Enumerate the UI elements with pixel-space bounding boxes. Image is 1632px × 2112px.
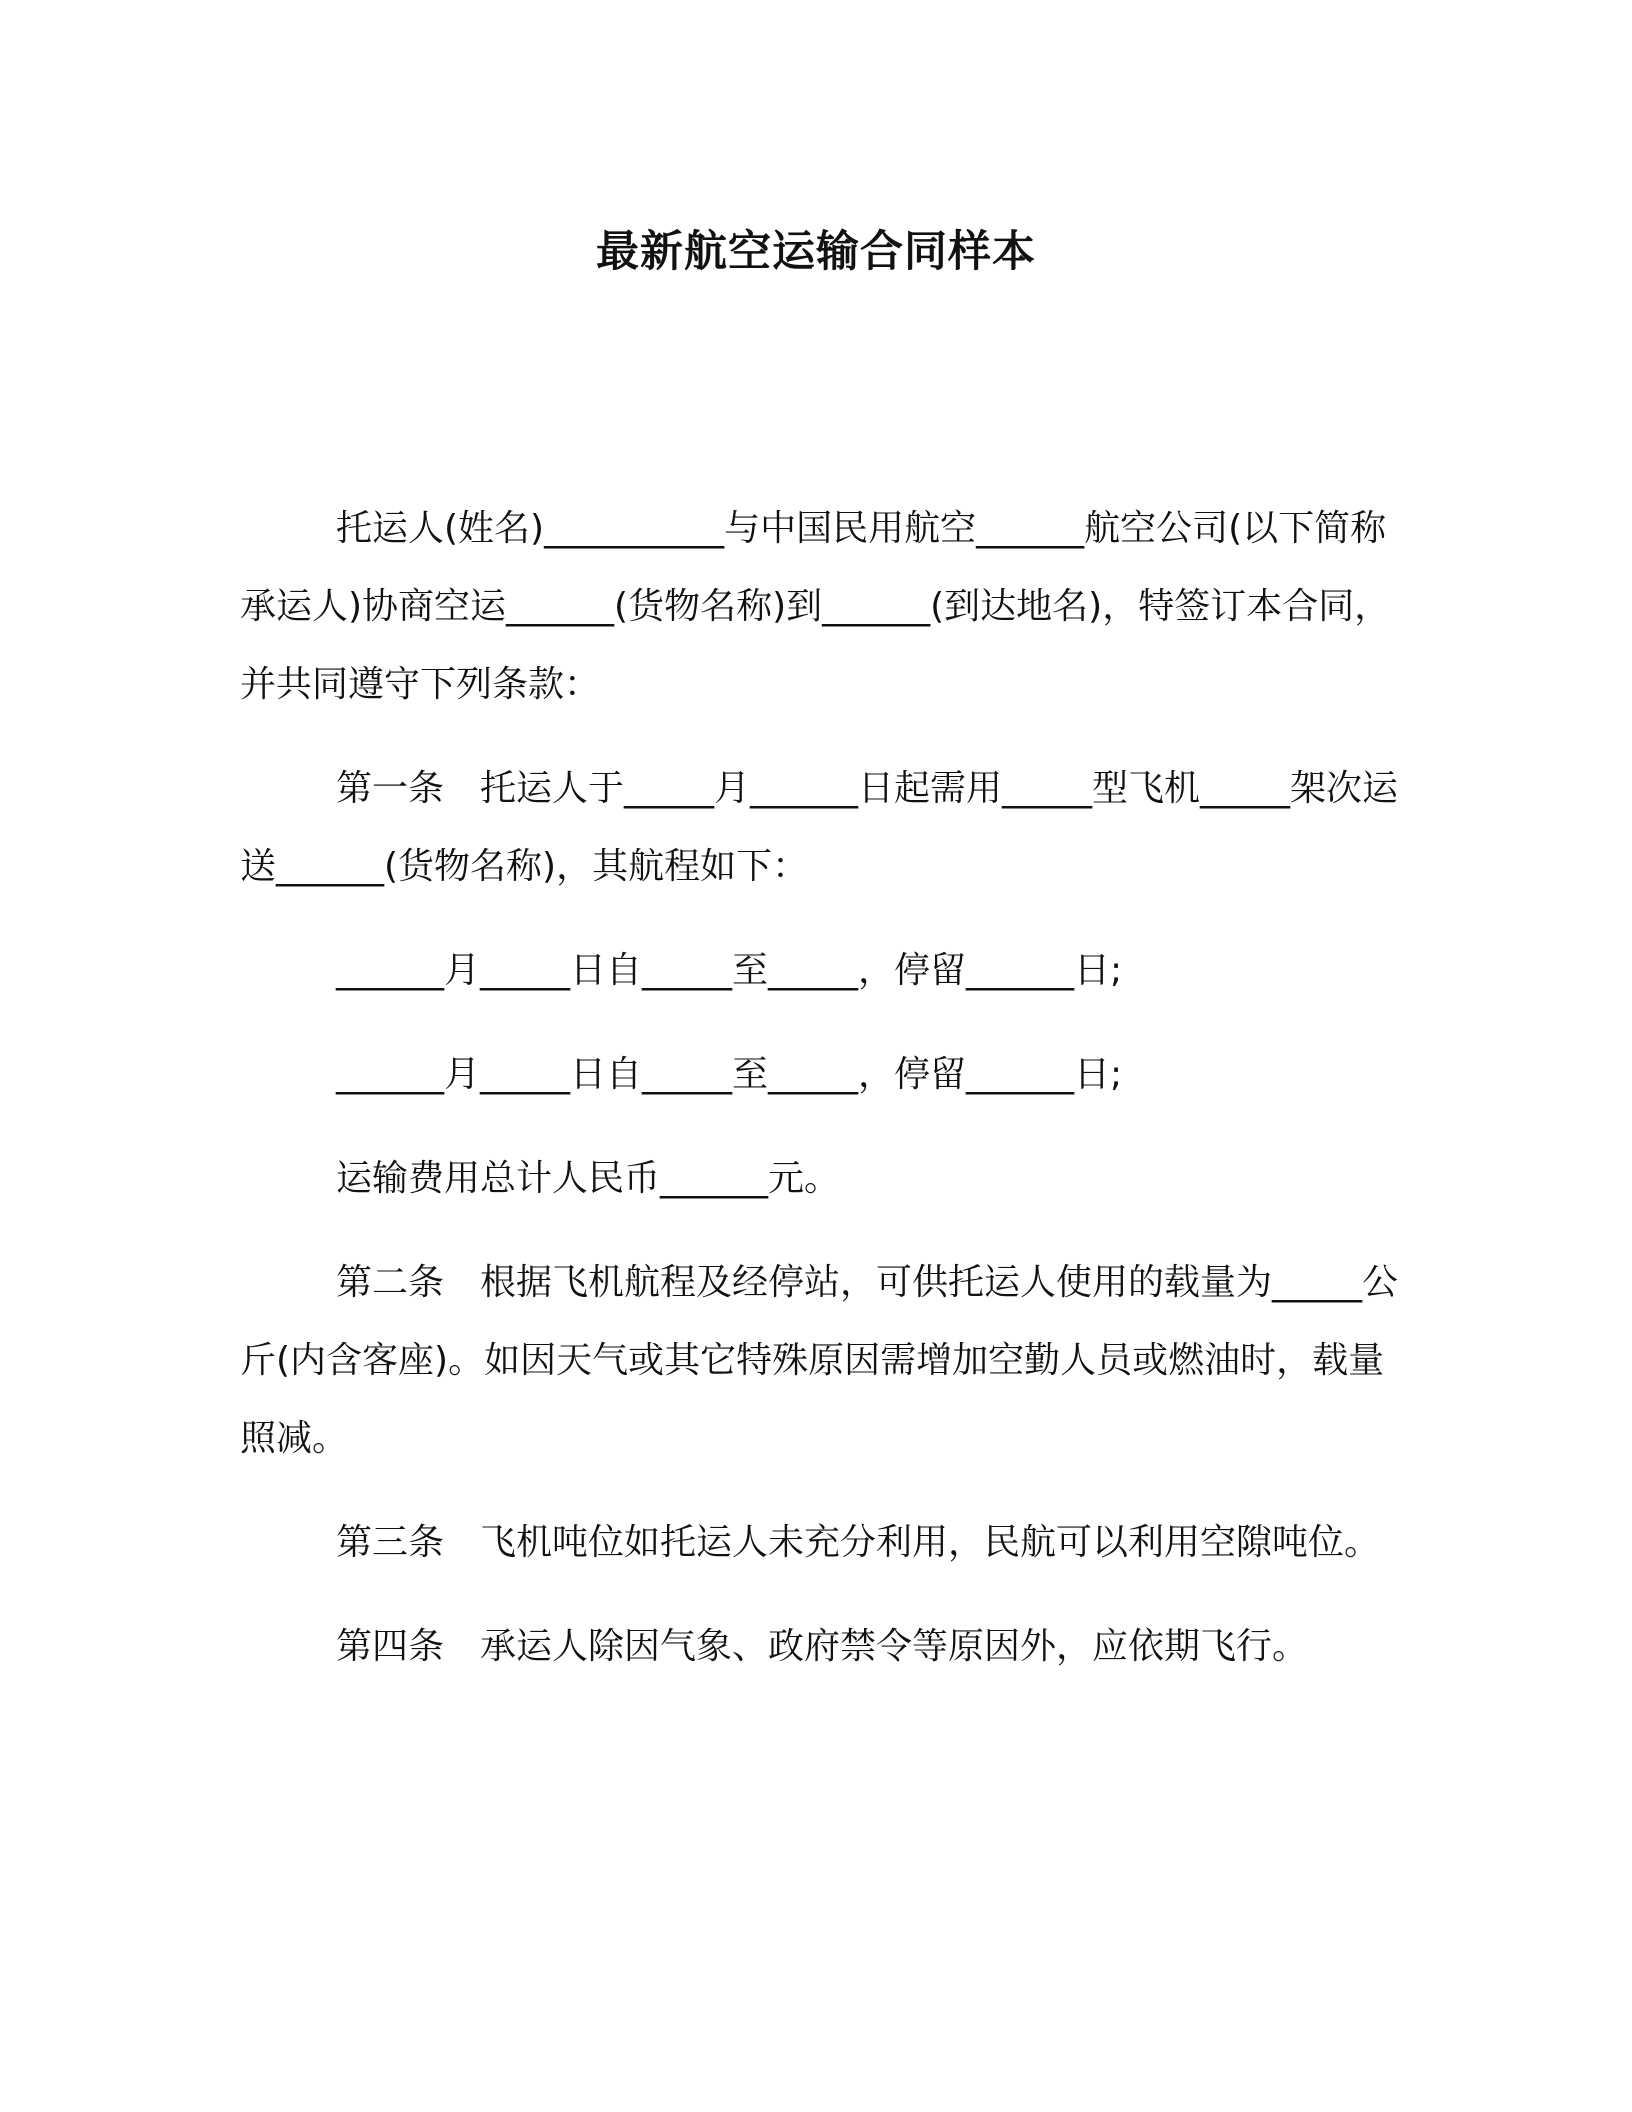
paragraph-article-1: 第一条 托运人于_____月______日起需用_____型飞机_____架次运送______(货物名称)，其航程如下： (240, 768, 1399, 887)
paragraph-article-3: 第三条 飞机吨位如托运人未充分利用，民航可以利用空隙吨位。 (336, 1522, 1381, 1563)
paragraph-article-4: 第四条 承运人除因气象、政府禁令等原因外，应依期飞行。 (336, 1626, 1309, 1667)
paragraph-route-1: ______月_____日自_____至_____，停留______日; (336, 950, 1123, 991)
paragraph-route-2: ______月_____日自_____至_____，停留______日; (336, 1054, 1123, 1095)
document-title: 最新航空运输合同样本 (596, 227, 1036, 277)
paragraph-cost: 运输费用总计人民币______元。 (336, 1158, 841, 1199)
paragraph-intro: 托运人(姓名)__________与中国民用航空______航空公司(以下简称承运人)协商空运______(货物名称)到______(到达地名)，特签订本合同，并共同遵守下列条款： (240, 508, 1391, 705)
paragraph-article-2: 第二条 根据飞机航程及经停站，可供托运人使用的载量为_____公斤(内含客座)。如因天气或其它特殊原因需增加空勤人员或燃油时，载量照减。 (240, 1262, 1399, 1459)
document-body (240, 490, 1400, 1712)
